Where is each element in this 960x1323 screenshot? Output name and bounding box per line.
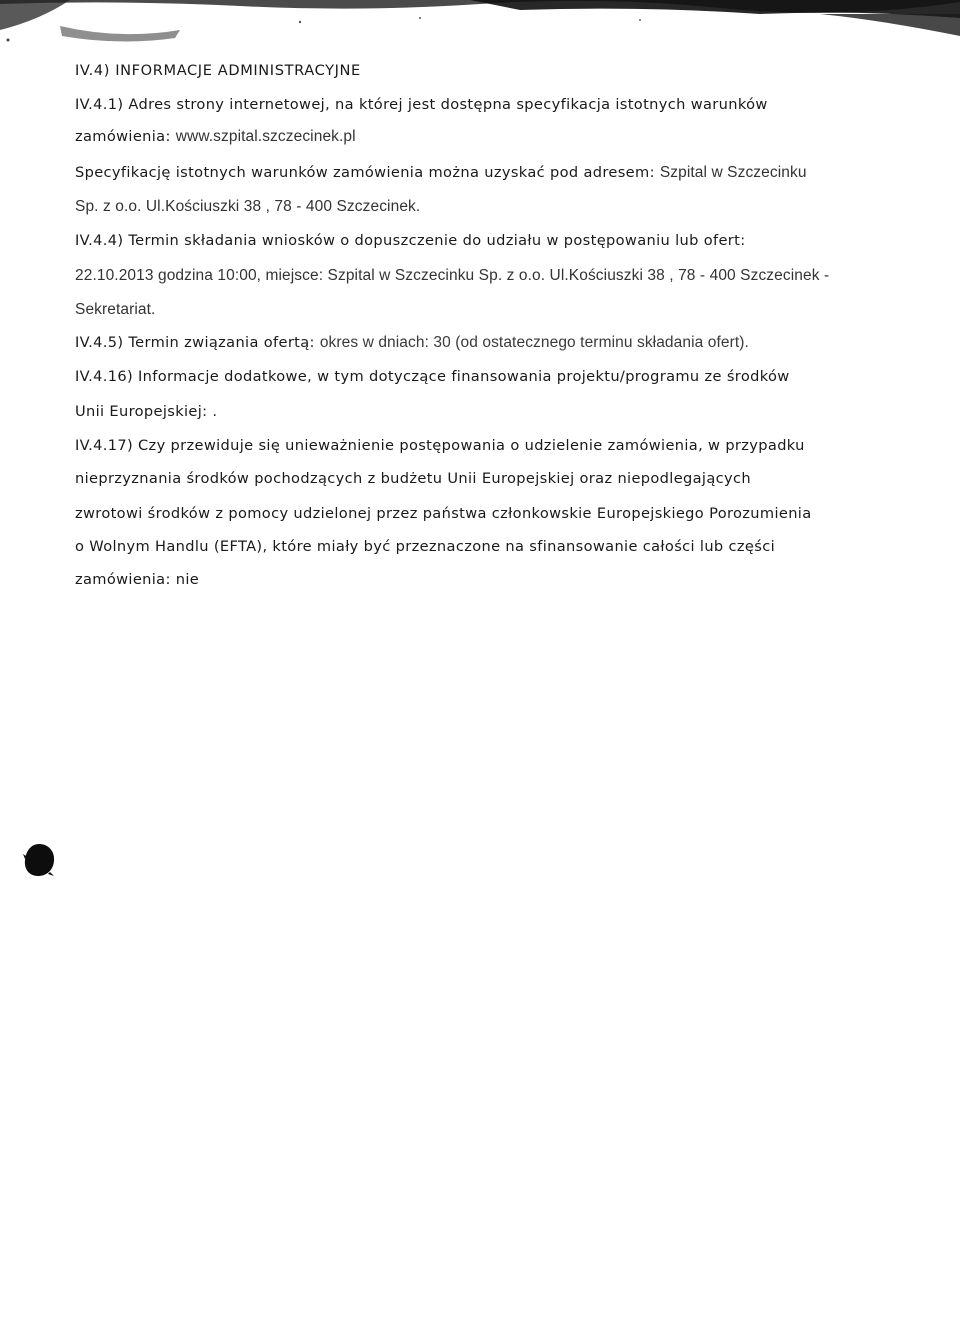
informacje-dodatkowe-line-2: Unii Europejskiej: . bbox=[75, 403, 218, 420]
specyfikacja-line-2: Sp. z o.o. Ul.Kościuszki 38 , 78 - 400 Szczecinek. bbox=[75, 198, 421, 215]
specyfikacja-line-1 bbox=[75, 163, 807, 183]
termin-skladania-line-2: 22.10.2013 godzina 10:00, miejsce: Szpital w Szczecinku Sp. z o.o. Ul.Kościuszki 38 , 78 - 400 Szczecinek - bbox=[75, 267, 830, 284]
termin-zwiazania-value: okres w dniach: 30 (od ostatecznego terminu składania ofert). bbox=[319, 334, 749, 351]
scan-edge-artifact bbox=[0, 0, 960, 48]
uniewaznienie-value: nie bbox=[175, 571, 200, 588]
uniewaznienie-label: zamówienia: bbox=[75, 571, 176, 588]
uniewaznienie-line-2: nieprzyznania środków pochodzących z budżetu Unii Europejskiej oraz niepodlegających bbox=[75, 470, 751, 487]
adres-strony-line-1: IV.4.1) Adres strony internetowej, na której jest dostępna specyfikacja istotnych warunków bbox=[75, 96, 768, 113]
specyfikacja-label: Specyfikację istotnych warunków zamówienia można uzyskać pod adresem: bbox=[75, 164, 660, 181]
adres-strony-url: www.szpital.szczecinek.pl bbox=[175, 128, 356, 145]
termin-zwiazania-label: IV.4.5) Termin związania ofertą: bbox=[75, 334, 320, 351]
termin-skladania-line-1: IV.4.4) Termin składania wniosków o dopuszczenie do udziału w postępowaniu lub ofert: bbox=[75, 232, 746, 249]
specyfikacja-value: Szpital w Szczecinku bbox=[659, 164, 807, 181]
adres-strony-label: zamówienia: bbox=[75, 128, 176, 145]
uniewaznienie-line-4: o Wolnym Handlu (EFTA), które miały być przeznaczone na sfinansowanie całości lub części bbox=[75, 538, 775, 555]
uniewaznienie-line-1: IV.4.17) Czy przewiduje się unieważnienie postępowania o udzielenie zamówienia, w przypadku bbox=[75, 437, 805, 454]
ink-blot bbox=[22, 842, 56, 878]
adres-strony-line-2 bbox=[75, 127, 356, 147]
termin-skladania-line-3: Sekretariat. bbox=[75, 301, 156, 318]
termin-zwiazania bbox=[75, 333, 749, 353]
uniewaznienie-line-3: zwrotowi środków z pomocy udzielonej przez państwa członkowskie Europejskiego Porozumienia bbox=[75, 505, 812, 522]
section-heading: IV.4) INFORMACJE ADMINISTRACYJNE bbox=[75, 62, 361, 79]
informacje-dodatkowe-line-1: IV.4.16) Informacje dodatkowe, w tym dotyczące finansowania projektu/programu ze środków bbox=[75, 368, 790, 385]
uniewaznienie-line-5 bbox=[75, 570, 199, 590]
